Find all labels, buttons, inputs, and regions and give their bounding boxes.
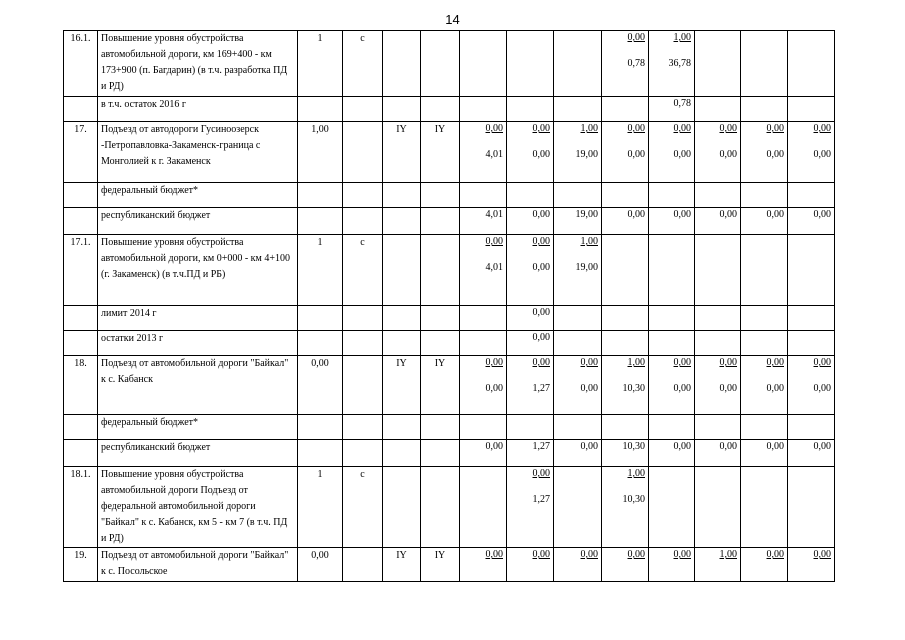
year-value-cell	[460, 356, 507, 415]
row-category-before	[383, 97, 421, 122]
financial-value: 0,00	[719, 209, 737, 220]
financial-value: 1,27	[532, 494, 550, 505]
financial-value: 4,01	[485, 149, 503, 160]
row-number: 16.1.	[64, 31, 98, 97]
row-quantity	[298, 440, 343, 467]
year-value-cell	[554, 548, 602, 582]
row-unit	[343, 306, 383, 331]
physical-value: 0,00	[485, 357, 503, 368]
year-value-cell	[741, 235, 788, 306]
row-unit	[343, 331, 383, 356]
physical-value: 0,00	[813, 357, 831, 368]
physical-value: 0,00	[627, 549, 645, 560]
row-number	[64, 183, 98, 208]
row-number	[64, 208, 98, 235]
financial-value: 0,00	[627, 209, 645, 220]
row-quantity: 1,00	[298, 122, 343, 183]
year-value-cell	[695, 122, 741, 183]
physical-value: 0,00	[532, 549, 550, 560]
year-value-cell	[695, 331, 741, 356]
year-value-cell	[788, 548, 835, 582]
year-value-cell	[554, 97, 602, 122]
financial-value: 19,00	[575, 262, 598, 273]
year-value-cell	[695, 467, 741, 548]
row-quantity	[298, 306, 343, 331]
year-value-cell	[554, 440, 602, 467]
physical-value: 0,00	[627, 123, 645, 134]
physical-value: 0,00	[532, 357, 550, 368]
year-value-cell	[460, 306, 507, 331]
year-value-cell	[602, 415, 649, 440]
row-quantity: 0,00	[298, 356, 343, 415]
financial-value: 1,27	[532, 383, 550, 394]
row-name: лимит 2014 г	[98, 306, 298, 331]
table-row	[64, 440, 835, 467]
physical-value: 0,00	[485, 549, 503, 560]
year-value-cell	[554, 235, 602, 306]
physical-value: 0,00	[532, 468, 550, 479]
table-row	[64, 208, 835, 235]
row-category-before	[383, 440, 421, 467]
year-value-cell	[649, 122, 695, 183]
table-row	[64, 122, 835, 183]
row-quantity	[298, 208, 343, 235]
financial-value: 0,00	[673, 441, 691, 452]
year-value-cell	[602, 440, 649, 467]
financial-value: 4,01	[485, 262, 503, 273]
financial-value: 0,00	[673, 149, 691, 160]
row-category-before	[383, 235, 421, 306]
row-number: 19.	[64, 548, 98, 582]
row-category-after: IY	[421, 122, 460, 183]
table-row	[64, 331, 835, 356]
row-unit	[343, 208, 383, 235]
year-value-cell	[695, 208, 741, 235]
row-category-before	[383, 415, 421, 440]
physical-value: 0,00	[673, 123, 691, 134]
year-value-cell	[507, 122, 554, 183]
physical-value: 1,00	[719, 549, 737, 560]
row-category-after	[421, 306, 460, 331]
physical-value: 0,00	[532, 123, 550, 134]
row-unit	[343, 415, 383, 440]
row-category-before	[383, 208, 421, 235]
physical-value: 0,00	[580, 549, 598, 560]
row-quantity	[298, 331, 343, 356]
financial-value: 10,30	[622, 494, 645, 505]
physical-value: 0,00	[813, 549, 831, 560]
year-value-cell	[695, 440, 741, 467]
row-number: 17.	[64, 122, 98, 183]
row-number	[64, 306, 98, 331]
row-name: Подъезд от автодороги Гусиноозерск -Петропавловка-Закаменск-граница с Монголией к г. Закаменск	[98, 122, 298, 183]
year-value-cell	[788, 331, 835, 356]
year-value-cell	[788, 356, 835, 415]
financial-value: 0,00	[673, 383, 691, 394]
financial-value: 0,00	[719, 383, 737, 394]
year-value-cell	[507, 440, 554, 467]
row-name: остатки 2013 г	[98, 331, 298, 356]
financial-value: 0,00	[673, 209, 691, 220]
row-name: Подъезд от автомобильной дороги "Байкал" к с. Посольское	[98, 548, 298, 582]
year-value-cell	[554, 122, 602, 183]
financial-value: 0,00	[532, 307, 550, 318]
year-value-cell	[695, 235, 741, 306]
year-value-cell	[788, 440, 835, 467]
financial-value: 0,00	[719, 149, 737, 160]
budget-table	[63, 30, 835, 582]
year-value-cell	[602, 235, 649, 306]
row-name: Подъезд от автомобильной дороги "Байкал" к с. Кабанск	[98, 356, 298, 415]
page-number: 14	[445, 12, 460, 27]
financial-value: 0,00	[813, 149, 831, 160]
financial-value: 0,00	[532, 209, 550, 220]
year-value-cell	[788, 415, 835, 440]
row-name: республиканский бюджет	[98, 440, 298, 467]
row-quantity	[298, 415, 343, 440]
row-quantity	[298, 97, 343, 122]
row-category-before	[383, 183, 421, 208]
financial-value: 0,78	[673, 98, 691, 109]
financial-value: 0,00	[813, 209, 831, 220]
physical-value: 0,00	[719, 123, 737, 134]
row-number: 18.1.	[64, 467, 98, 548]
physical-value: 0,00	[766, 123, 784, 134]
row-unit	[343, 548, 383, 582]
year-value-cell	[649, 415, 695, 440]
row-category-after: IY	[421, 356, 460, 415]
year-value-cell	[649, 31, 695, 97]
year-value-cell	[741, 208, 788, 235]
year-value-cell	[695, 356, 741, 415]
financial-value: 0,00	[813, 383, 831, 394]
year-value-cell	[741, 548, 788, 582]
row-unit: с	[343, 31, 383, 97]
year-value-cell	[507, 331, 554, 356]
row-category-before	[383, 31, 421, 97]
row-category-before: IY	[383, 356, 421, 415]
year-value-cell	[554, 208, 602, 235]
table-row	[64, 467, 835, 548]
year-value-cell	[602, 208, 649, 235]
year-value-cell	[695, 183, 741, 208]
row-category-after: IY	[421, 548, 460, 582]
year-value-cell	[741, 356, 788, 415]
financial-value: 0,00	[766, 209, 784, 220]
row-name: Повышение уровня обустройства автомобильной дороги, км 0+000 - км 4+100 (г. Закаменск) (в т.ч.ПД и РБ)	[98, 235, 298, 306]
financial-value: 0,00	[766, 383, 784, 394]
year-value-cell	[507, 548, 554, 582]
row-category-before	[383, 467, 421, 548]
row-unit	[343, 122, 383, 183]
year-value-cell	[695, 97, 741, 122]
year-value-cell	[602, 356, 649, 415]
year-value-cell	[788, 467, 835, 548]
row-number	[64, 440, 98, 467]
row-unit: с	[343, 235, 383, 306]
year-value-cell	[507, 467, 554, 548]
financial-value: 0,00	[532, 262, 550, 273]
physical-value: 0,00	[485, 123, 503, 134]
financial-value: 10,30	[622, 441, 645, 452]
table-row	[64, 548, 835, 582]
year-value-cell	[649, 306, 695, 331]
year-value-cell	[602, 548, 649, 582]
year-value-cell	[649, 208, 695, 235]
row-name: федеральный бюджет*	[98, 415, 298, 440]
year-value-cell	[507, 97, 554, 122]
row-unit	[343, 97, 383, 122]
year-value-cell	[695, 548, 741, 582]
physical-value: 0,00	[719, 357, 737, 368]
physical-value: 0,00	[532, 236, 550, 247]
year-value-cell	[507, 415, 554, 440]
year-value-cell	[602, 31, 649, 97]
year-value-cell	[741, 122, 788, 183]
year-value-cell	[741, 331, 788, 356]
financial-value: 0,00	[532, 149, 550, 160]
year-value-cell	[554, 467, 602, 548]
year-value-cell	[554, 31, 602, 97]
year-value-cell	[788, 208, 835, 235]
row-number: 17.1.	[64, 235, 98, 306]
year-value-cell	[460, 467, 507, 548]
row-unit	[343, 356, 383, 415]
row-category-before	[383, 306, 421, 331]
row-unit: с	[343, 467, 383, 548]
row-quantity: 1	[298, 467, 343, 548]
year-value-cell	[741, 183, 788, 208]
year-value-cell	[507, 306, 554, 331]
year-value-cell	[788, 235, 835, 306]
financial-value: 0,00	[813, 441, 831, 452]
row-category-after	[421, 415, 460, 440]
row-number	[64, 97, 98, 122]
financial-value: 36,78	[668, 58, 691, 69]
year-value-cell	[460, 415, 507, 440]
financial-value: 1,27	[532, 441, 550, 452]
financial-value: 0,00	[719, 441, 737, 452]
year-value-cell	[788, 306, 835, 331]
row-number	[64, 415, 98, 440]
physical-value: 0,00	[766, 357, 784, 368]
year-value-cell	[602, 97, 649, 122]
row-number: 18.	[64, 356, 98, 415]
year-value-cell	[695, 306, 741, 331]
year-value-cell	[741, 415, 788, 440]
row-quantity: 1	[298, 235, 343, 306]
year-value-cell	[554, 415, 602, 440]
year-value-cell	[741, 467, 788, 548]
financial-value: 0,00	[766, 441, 784, 452]
financial-value: 0,00	[580, 441, 598, 452]
table-row	[64, 183, 835, 208]
year-value-cell	[649, 331, 695, 356]
year-value-cell	[741, 306, 788, 331]
financial-value: 0,00	[627, 149, 645, 160]
year-value-cell	[695, 31, 741, 97]
year-value-cell	[507, 31, 554, 97]
physical-value: 1,00	[580, 123, 598, 134]
year-value-cell	[460, 208, 507, 235]
row-quantity: 0,00	[298, 548, 343, 582]
table-row	[64, 306, 835, 331]
year-value-cell	[788, 31, 835, 97]
row-name: Повышение уровня обустройства автомобильной дороги, км 169+400 - км 173+900 (п. Багдарин) (в т.ч. разработка ПД и РД)	[98, 31, 298, 97]
year-value-cell	[460, 122, 507, 183]
year-value-cell	[507, 235, 554, 306]
row-name: в т.ч. остаток 2016 г	[98, 97, 298, 122]
year-value-cell	[741, 440, 788, 467]
row-category-after	[421, 208, 460, 235]
year-value-cell	[460, 97, 507, 122]
row-number	[64, 331, 98, 356]
physical-value: 0,00	[627, 32, 645, 43]
financial-value: 10,30	[622, 383, 645, 394]
year-value-cell	[507, 183, 554, 208]
financial-value: 0,78	[627, 58, 645, 69]
year-value-cell	[602, 331, 649, 356]
financial-value: 0,00	[485, 383, 503, 394]
row-quantity: 1	[298, 31, 343, 97]
table-row	[64, 415, 835, 440]
year-value-cell	[554, 331, 602, 356]
year-value-cell	[602, 306, 649, 331]
year-value-cell	[602, 122, 649, 183]
year-value-cell	[649, 356, 695, 415]
row-category-before: IY	[383, 548, 421, 582]
year-value-cell	[460, 235, 507, 306]
row-unit	[343, 440, 383, 467]
financial-value: 19,00	[575, 209, 598, 220]
year-value-cell	[460, 331, 507, 356]
year-value-cell	[554, 306, 602, 331]
table-row	[64, 356, 835, 415]
table-row	[64, 97, 835, 122]
year-value-cell	[695, 415, 741, 440]
year-value-cell	[741, 31, 788, 97]
row-category-before	[383, 331, 421, 356]
row-category-after	[421, 331, 460, 356]
year-value-cell	[602, 467, 649, 548]
row-name: федеральный бюджет*	[98, 183, 298, 208]
year-value-cell	[649, 467, 695, 548]
physical-value: 0,00	[580, 357, 598, 368]
financial-value: 0,00	[766, 149, 784, 160]
physical-value: 0,00	[813, 123, 831, 134]
physical-value: 1,00	[627, 357, 645, 368]
row-category-after	[421, 467, 460, 548]
year-value-cell	[649, 183, 695, 208]
row-category-before: IY	[383, 122, 421, 183]
physical-value: 1,00	[673, 32, 691, 43]
year-value-cell	[649, 235, 695, 306]
physical-value: 1,00	[580, 236, 598, 247]
row-name: республиканский бюджет	[98, 208, 298, 235]
physical-value: 0,00	[485, 236, 503, 247]
physical-value: 0,00	[673, 357, 691, 368]
financial-value: 4,01	[485, 209, 503, 220]
year-value-cell	[741, 97, 788, 122]
row-category-after	[421, 31, 460, 97]
financial-value: 0,00	[532, 332, 550, 343]
year-value-cell	[649, 440, 695, 467]
year-value-cell	[460, 31, 507, 97]
table-row	[64, 235, 835, 306]
year-value-cell	[602, 183, 649, 208]
financial-value: 19,00	[575, 149, 598, 160]
year-value-cell	[649, 97, 695, 122]
year-value-cell	[507, 208, 554, 235]
year-value-cell	[460, 548, 507, 582]
physical-value: 0,00	[766, 549, 784, 560]
table-row	[64, 31, 835, 97]
year-value-cell	[460, 183, 507, 208]
year-value-cell	[554, 183, 602, 208]
year-value-cell	[460, 440, 507, 467]
row-unit	[343, 183, 383, 208]
year-value-cell	[788, 183, 835, 208]
financial-value: 0,00	[580, 383, 598, 394]
year-value-cell	[788, 122, 835, 183]
physical-value: 1,00	[627, 468, 645, 479]
row-category-after	[421, 97, 460, 122]
row-quantity	[298, 183, 343, 208]
year-value-cell	[507, 356, 554, 415]
row-category-after	[421, 183, 460, 208]
row-name: Повышение уровня обустройства автомобильной дороги Подъезд от федеральной автомобильной дороги "Байкал" к с. Кабанск, км 5 - км 7 (в т.ч. ПД и РД)	[98, 467, 298, 548]
year-value-cell	[788, 97, 835, 122]
year-value-cell	[554, 356, 602, 415]
physical-value: 0,00	[673, 549, 691, 560]
row-category-after	[421, 235, 460, 306]
financial-value: 0,00	[485, 441, 503, 452]
row-category-after	[421, 440, 460, 467]
year-value-cell	[649, 548, 695, 582]
